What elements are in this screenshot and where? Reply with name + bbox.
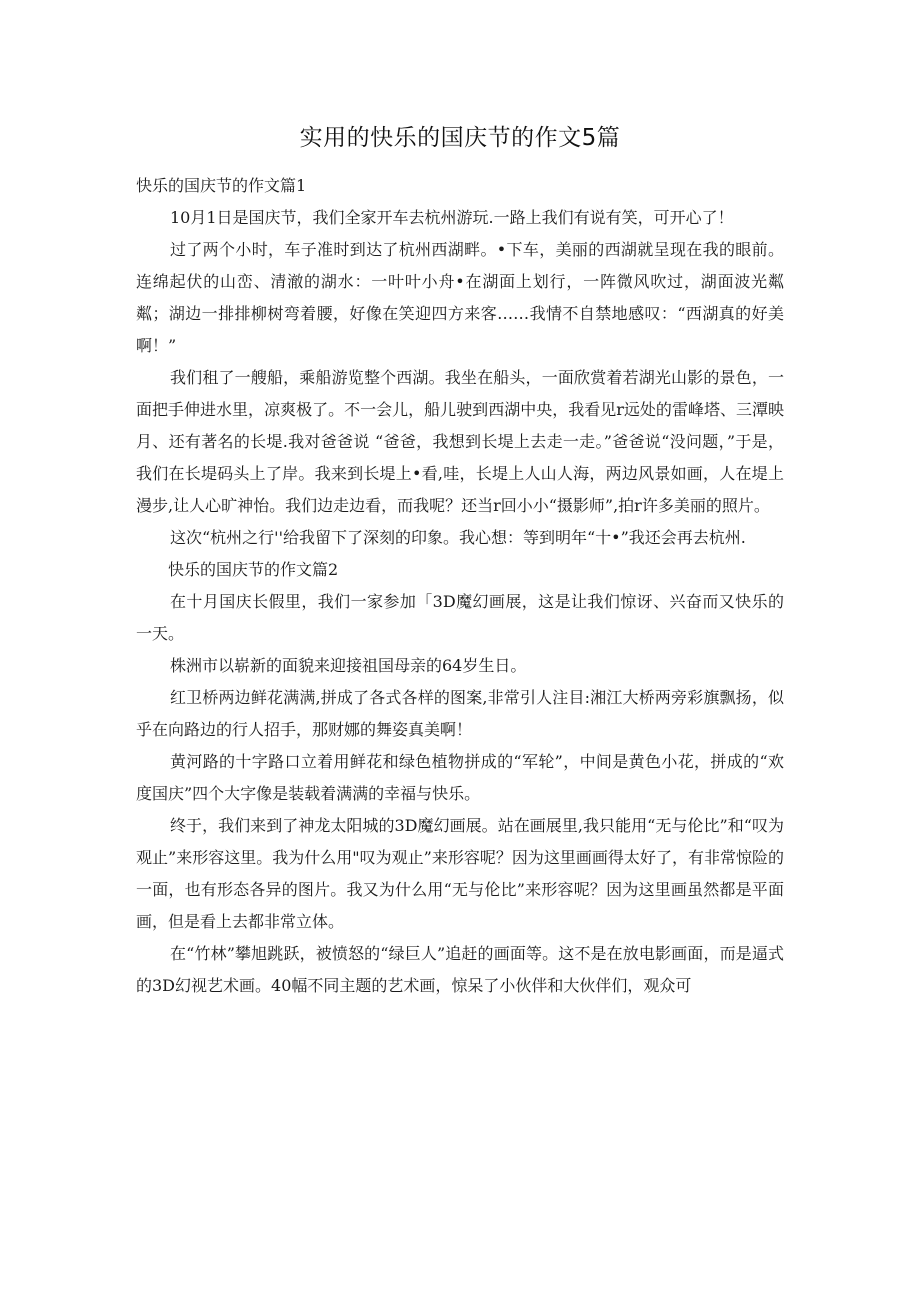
section-heading-1: 快乐的国庆节的作文篇1 (136, 176, 307, 195)
section-heading-2: 快乐的国庆节的作文篇2 (168, 560, 339, 579)
paragraph: 终于，我们来到了神龙太阳城的3D魔幻画展。站在画展里,我只能用“无与伦比”和“叹为观止”来形容这里。我为什么用"叹为观止”来形容呢？因为这里画画得太好了，有非常惊险的一面，也有形态各异的图片。我又为什么用“无与伦比”来形容呢？因为这里画虽然都是平面画，但是看上去都非常立体。 (136, 816, 784, 931)
document-body (136, 170, 784, 1002)
paragraph: 黄河路的十字路口立着用鲜花和绿色植物拼成的“军轮”，中间是黄色小花，拼成的“欢度国庆”四个大字像是装载着满满的幸福与快乐。 (136, 752, 784, 803)
paragraph: 10月1日是国庆节，我们全家开车去杭州游玩.一路上我们有说有笑，可开心了！ (170, 208, 734, 227)
paragraph: 在“竹林”攀旭跳跃，被愤怒的“绿巨人”追赶的画面等。这不是在放电影画面，而是逼式的3D幻视艺术画。40幅不同主题的艺术画，惊呆了小伙伴和大伙伴们，观众可 (136, 944, 784, 995)
paragraph: 红卫桥两边鲜花满满,拼成了各式各样的图案,非常引人注目:湘江大桥两旁彩旗飘扬，似乎在向路边的行人招手，那财娜的舞姿真美啊！ (136, 688, 784, 739)
document-title: 实用的快乐的国庆节的作文5篇 (299, 125, 621, 151)
paragraph: 我们租了一艘船，乘船游览整个西湖。我坐在船头，一面欣赏着若湖光山影的景色，一面把手伸进水里，凉爽极了。不一会儿，船儿驶到西湖中央，我看见r远处的雷峰塔、三潭映月、还有著名的长堤.我对爸爸说 “爸爸，我想到长堤上去走一走。”爸爸说“没问题，”于是，我们在长堤码头上了岸。我来到长堤上•看,哇，长堤上人山人海，两边风景如画，人在堤上漫步,让人心旷神怡。我们边走边看，而我呢？还当r回小小“摄影师”,拍r许多美丽的照片。 (136, 368, 784, 515)
paragraph: 株洲市以崭新的面貌来迎接祖国母亲的64岁生日。 (170, 656, 527, 675)
paragraph: 这次“杭州之行''给我留下了深刻的印象。我心想：等到明年“十•”我还会再去杭州. (170, 528, 746, 547)
paragraph: 在十月国庆长假里，我们一家参加「3D魔幻画展，这是让我们惊讶、兴奋而又快乐的一天。 (136, 592, 784, 643)
paragraph: 过了两个小时，车子准时到达了杭州西湖畔。•下车，美丽的西湖就呈现在我的眼前。连绵起伏的山峦、清澈的湖水：一叶叶小舟•在湖面上划行，一阵微风吹过，湖面波光粼粼；湖边一排排柳树弯着腰，好像在笑迎四方来客……我情不自禁地感叹：“西湖真的好美啊！” (136, 240, 784, 355)
